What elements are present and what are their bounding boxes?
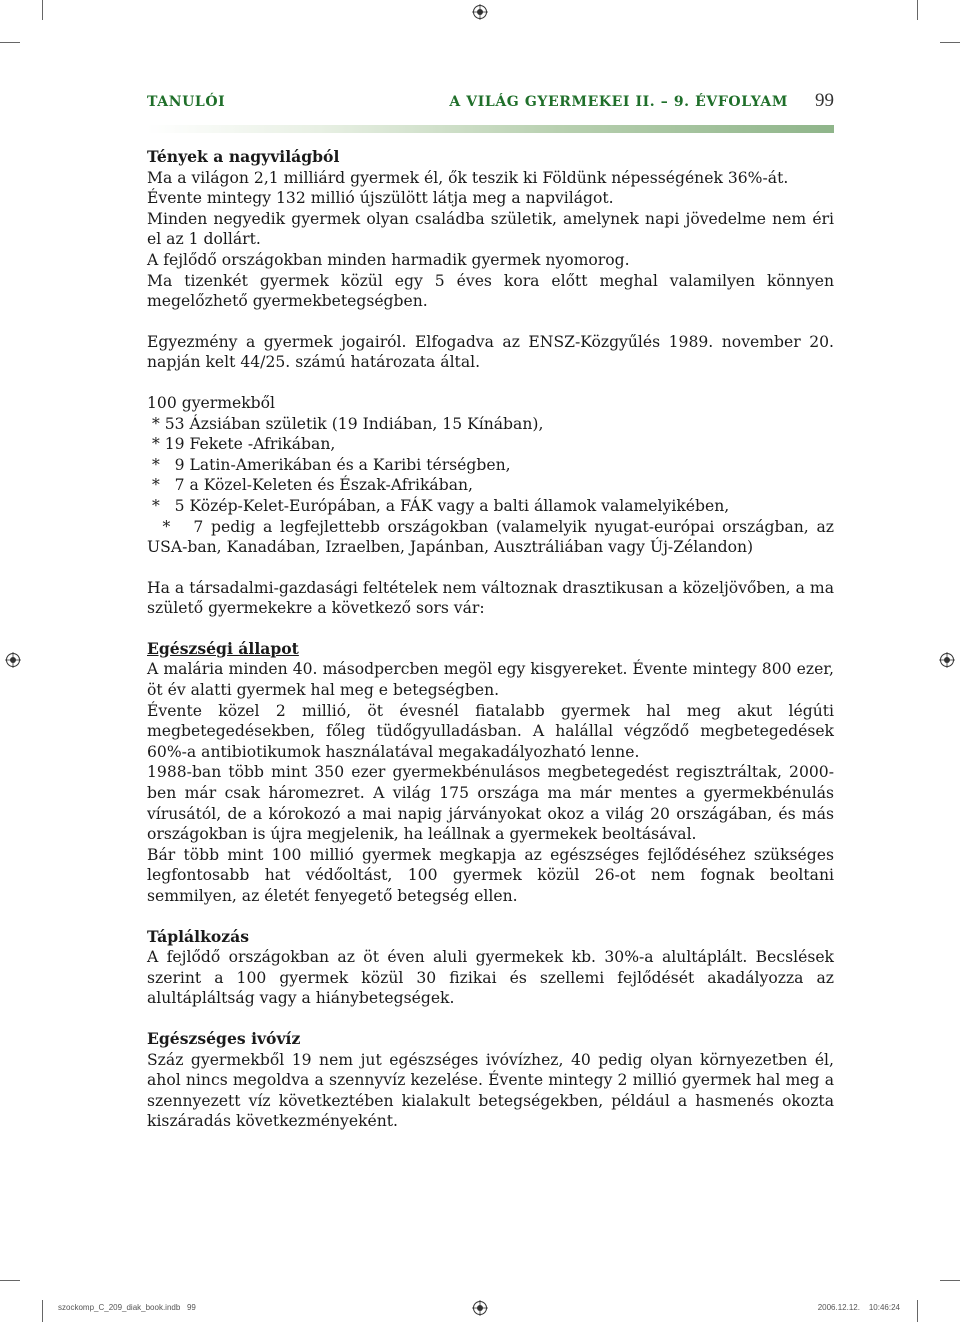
- crop-mark-tr-v: [917, 0, 918, 20]
- footer-timestamp: [818, 1303, 900, 1312]
- convention-note: Egyezmény a gyermek jogairól. Elfogadva az ENSZ-Közgyűlés 1989. november 20. napján kelt 44/25. számú határozata által.: [147, 332, 834, 372]
- page-number: 99: [815, 90, 834, 111]
- crop-mark-tr-h: [940, 42, 960, 43]
- facts-line: Minden negyedik gyermek olyan családba születik, amelynek napi jövedelme nem éri el az 1 dollárt.: [147, 209, 834, 249]
- hundred-item: * 5 Közép-Kelet-Európában, a FÁK vagy a balti államok valamelyikében,: [147, 496, 730, 515]
- health-paragraph: Bár több mint 100 millió gyermek megkapja az egészséges fejlődéséhez szükséges legfontosabb hat védőoltást, 100 gyermek közül 26-ot nem fognak beoltani semmilyen, az életét fenyegető betegség ellen.: [147, 845, 834, 905]
- facts-title: Tények a nagyvilágból: [147, 147, 340, 166]
- footer-time: 10:46:24: [868, 1303, 900, 1312]
- health-paragraph: 1988-ban több mint 350 ezer gyermekbénulásos megbetegedést regisztráltak, 2000-ben már csak háromezret. A világ 175 országa ma már mentes a gyermekbénulás vírusától, de a kórokozó a mai napig járványokat okoz a világ 20 országában, és más országokban is újra megjelenik, ha leállnak a gyermekek beoltásával.: [147, 763, 834, 844]
- facts-line: A fejlődő országokban minden harmadik gyermek nyomorog.: [147, 250, 630, 269]
- fate-intro: Ha a társadalmi-gazdasági feltételek nem változnak drasztikusan a közeljövőben, a ma születő gyermekekre a következő sors vár:: [147, 578, 834, 618]
- hundred-intro: 100 gyermekből: [147, 393, 276, 412]
- crop-mark-br-h: [940, 1280, 960, 1281]
- nutrition-title: Táplálkozás: [147, 926, 250, 946]
- hundred-item: * 53 Ázsiában születik (19 Indiában, 15 Kínában),: [147, 414, 544, 433]
- header-section-label: TANULÓI: [147, 94, 226, 110]
- facts-line: Ma a világon 2,1 milliárd gyermek él, ők teszik ki Földünk népességének 36%-át.: [147, 168, 789, 187]
- hundred-item: * 7 a Közel-Keleten és Észak-Afrikában,: [147, 476, 473, 495]
- page-content: [147, 147, 839, 1132]
- health-title: Egészségi állapot: [147, 638, 299, 658]
- header-title: A VILÁG GYERMEKEI II. – 9. ÉVFOLYAM: [449, 94, 788, 110]
- hundred-item: * 19 Fekete -Afrikában,: [147, 435, 336, 454]
- crop-mark-tl-h: [0, 42, 20, 43]
- nutrition-text: A fejlődő országokban az öt éven aluli gyermekek kb. 30%-a alultáplált. Becslések szerint a 100 gyermek közül 30 fizikai és szellemi fejlődését akadályozza az alultápláltság vagy a hiánybetegségek.: [147, 948, 834, 1008]
- footer-file-slug: szockomp_C_209_diak_book.indb 99: [58, 1303, 196, 1312]
- water-title: Egészséges ivóvíz: [147, 1028, 301, 1048]
- header-gradient-band: [147, 125, 834, 133]
- registration-mark-bottom-icon: [472, 1300, 488, 1316]
- facts-line: Ma tizenkét gyermek közül egy 5 éves kora előtt meghal valamilyen könnyen megelőzhető gyermekbetegségben.: [147, 271, 834, 311]
- hundred-item: * 7 pedig a legfejlettebb országokban (valamelyik nyugat-európai országban, az USA-ban, Kanadában, Izraelben, Japánban, Ausztráliában vagy Új-Zélandon): [147, 517, 839, 557]
- water-text: Száz gyermekből 19 nem jut egészséges ivóvízhez, 40 pedig olyan környezetben él, ahol nincs megoldva a szennyvíz kezelése. Évente mintegy 2 millió gyermek hal meg a szennyezett víz következtében kialakult betegségekben, például a hasmenés okozta kiszáradás következményeként.: [147, 1050, 834, 1131]
- crop-mark-bl-v: [42, 1300, 43, 1322]
- footer-date: 2006.12.12.: [817, 1303, 860, 1312]
- crop-mark-br-v: [917, 1300, 918, 1322]
- health-paragraph: Évente közel 2 millió, öt évesnél fiatalabb gyermek hal meg akut légúti megbetegedésekben, főleg tüdőgyulladásban. A halállal végződő megbetegedések 60%-a antibiotikumok használatával megakadályozható lenne.: [147, 701, 834, 761]
- facts-line: Évente mintegy 132 millió újszülött látja meg a napvilágot.: [147, 189, 614, 208]
- registration-mark-top-icon: [472, 4, 488, 20]
- registration-mark-left-icon: [5, 652, 21, 668]
- hundred-item: * 9 Latin-Amerikában és a Karibi térségben,: [147, 455, 511, 474]
- health-paragraph: A malária minden 40. másodpercben megöl egy kisgyereket. Évente mintegy 800 ezer, öt év alatti gyermek hal meg e betegségben.: [147, 660, 834, 700]
- crop-mark-bl-h: [0, 1280, 20, 1281]
- running-header: [147, 92, 834, 116]
- registration-mark-right-icon: [939, 652, 955, 668]
- crop-mark-tl-v: [42, 0, 43, 20]
